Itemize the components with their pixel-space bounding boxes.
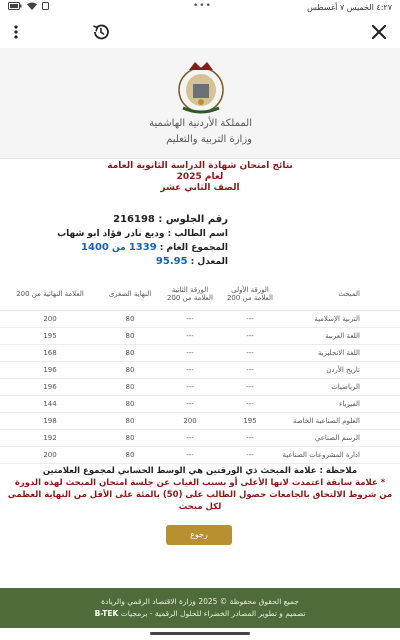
table-row [0, 379, 400, 396]
cell-subject: الرياضيات [331, 383, 360, 391]
cell-subject: اللغة الانجليزية [317, 349, 360, 357]
cell-min: 80 [125, 349, 135, 357]
table-row [0, 396, 400, 413]
battery-icon [8, 2, 22, 10]
cell-paper2: --- [186, 434, 194, 442]
status-clock: ٤:٢٧ [376, 3, 392, 12]
header-paper2 [160, 286, 220, 302]
cell-subject: اللغة العربية [325, 332, 360, 340]
ministry-heading [149, 116, 252, 148]
cell-paper2: 200 [183, 417, 197, 425]
cell-subject: ادارة المشروعات الصناعية [282, 451, 360, 459]
total-label: المجموع العام : [156, 243, 228, 253]
cell-min: 80 [125, 400, 135, 408]
app-bar [0, 16, 400, 48]
cell-paper2: --- [186, 366, 194, 374]
note-line3: من شروط الالتحاق بالجامعات حصول الطالب على (50) بالمئة على الأقل من النهاية العظمى لكل مبحث [7, 490, 393, 512]
cell-final: 196 [43, 383, 57, 391]
history-button[interactable] [90, 21, 112, 43]
back-button[interactable]: رجوع [166, 525, 232, 545]
footer-copyright: جميع الحقوق محفوظة © 2025 وزارة الاقتصاد الرقمي والريادة [101, 597, 299, 606]
header-paper1-sub: العلامة من 200 [226, 293, 274, 302]
table-row [0, 362, 400, 379]
status-bar [0, 0, 400, 16]
cell-paper2: --- [186, 315, 194, 323]
history-icon [90, 21, 112, 43]
total-separator: من [108, 243, 129, 253]
header-paper1 [220, 286, 280, 302]
table-row [0, 447, 400, 464]
header-subject: المبحث [338, 289, 360, 298]
cell-final: 168 [43, 349, 57, 357]
student-name-row [57, 227, 228, 241]
cell-paper1: --- [246, 434, 254, 442]
average-label: المعدل : [187, 257, 228, 267]
exam-title-line1: نتائج امتحان شهادة الدراسة الثانوية العامة [107, 161, 293, 171]
status-date: الخميس ٧ أغسطس [307, 3, 374, 12]
average-value: 95.95 [155, 256, 188, 267]
exam-year: لعام 2025 [176, 172, 224, 182]
navigation-bar [0, 628, 400, 640]
seat-label: رقم الجلوس : [154, 214, 228, 225]
exam-grade: الصف الثاني عشر [160, 183, 240, 193]
student-info [57, 213, 228, 269]
cell-paper1: --- [246, 366, 254, 374]
cell-min: 80 [125, 451, 135, 459]
seat-number: 216198 [113, 214, 155, 225]
cell-min: 80 [125, 417, 135, 425]
table-row [0, 430, 400, 447]
notification-icon [42, 2, 49, 10]
kingdom-emblem-icon [175, 58, 227, 116]
cell-paper1: --- [246, 400, 254, 408]
footer-brand: B-TEK [94, 609, 119, 618]
total-max: 1400 [81, 242, 109, 253]
table-row [0, 328, 400, 345]
cell-final: 200 [43, 451, 57, 459]
more-vert-icon [10, 21, 22, 43]
header-min: النهاية الصغرى [108, 289, 152, 298]
total-value: 1339 [128, 242, 157, 253]
notes [0, 465, 400, 513]
cell-paper2: --- [186, 451, 194, 459]
seat-number-row [57, 213, 228, 227]
cell-paper2: --- [186, 332, 194, 340]
cell-final: 198 [43, 417, 57, 425]
table-body [0, 311, 400, 464]
cell-subject: العلوم الصناعية الخاصة [292, 417, 360, 425]
note-line1: ملاحظة : علامة المبحث ذي الورقتين هي الوسط الحسابي لمجموع العلامتين [42, 466, 358, 476]
cell-min: 80 [125, 332, 135, 340]
student-name: وديع نادر فؤاد ابو شهاب [57, 229, 165, 239]
cell-min: 80 [125, 315, 135, 323]
average-row [57, 255, 228, 269]
close-icon [368, 21, 390, 43]
cell-paper1: --- [246, 451, 254, 459]
cell-paper2: --- [186, 400, 194, 408]
cell-paper1: --- [246, 349, 254, 357]
cell-final: 200 [43, 315, 57, 323]
student-name-label: اسم الطالب : [164, 229, 228, 239]
cell-final: 195 [43, 332, 57, 340]
cell-paper1: --- [246, 332, 254, 340]
table-row [0, 345, 400, 362]
footer [0, 588, 400, 628]
cell-subject: تاريخ الأردن [326, 366, 360, 374]
total-row [57, 241, 228, 255]
more-options-button[interactable] [10, 21, 22, 43]
footer-credits-text: تصميم و تطوير المصادر الخضراء للحلول الرقمية - برمجيات [118, 609, 306, 618]
header-paper2-title: الورقة الثانية [171, 285, 209, 294]
cell-subject: الرسم الصناعي [314, 434, 360, 442]
result-card [0, 158, 400, 588]
cell-subject: الفيزياء [339, 400, 360, 408]
cell-paper1: --- [246, 383, 254, 391]
cell-subject: التربية الإسلامية [314, 315, 360, 323]
grades-table [0, 277, 400, 464]
cell-min: 80 [125, 434, 135, 442]
table-header [0, 277, 400, 311]
cell-min: 80 [125, 366, 135, 374]
status-time [307, 3, 392, 12]
status-dots: ••• [193, 1, 212, 11]
exam-title [0, 161, 400, 194]
kingdom-name: المملكة الأردنية الهاشمية [149, 118, 252, 129]
header-paper1-title: الورقة الأولى [231, 285, 269, 294]
cell-paper2: --- [186, 383, 194, 391]
wifi-icon [27, 2, 37, 10]
cell-final: 196 [43, 366, 57, 374]
table-row [0, 413, 400, 430]
cell-paper1: --- [246, 315, 254, 323]
cell-paper1: 195 [243, 417, 257, 425]
close-button[interactable] [368, 21, 390, 43]
cell-paper2: --- [186, 349, 194, 357]
header-final: العلامة النهائية من 200 [16, 289, 84, 298]
ministry-name: وزارة التربية والتعليم [166, 134, 252, 145]
cell-final: 192 [43, 434, 57, 442]
cell-final: 144 [43, 400, 57, 408]
home-gesture-handle[interactable] [150, 632, 250, 635]
result-page [0, 48, 400, 588]
note-line2: * علامة سابقة اعتمدت لانها الأعلى أو بسبب الغياب عن جلسة امتحان المبحث لهذه الدورة [14, 478, 386, 488]
cell-min: 80 [125, 383, 135, 391]
header-paper2-sub: العلامة من 200 [166, 293, 214, 302]
table-row [0, 311, 400, 328]
system-icons [8, 2, 49, 10]
footer-credits [0, 608, 400, 620]
